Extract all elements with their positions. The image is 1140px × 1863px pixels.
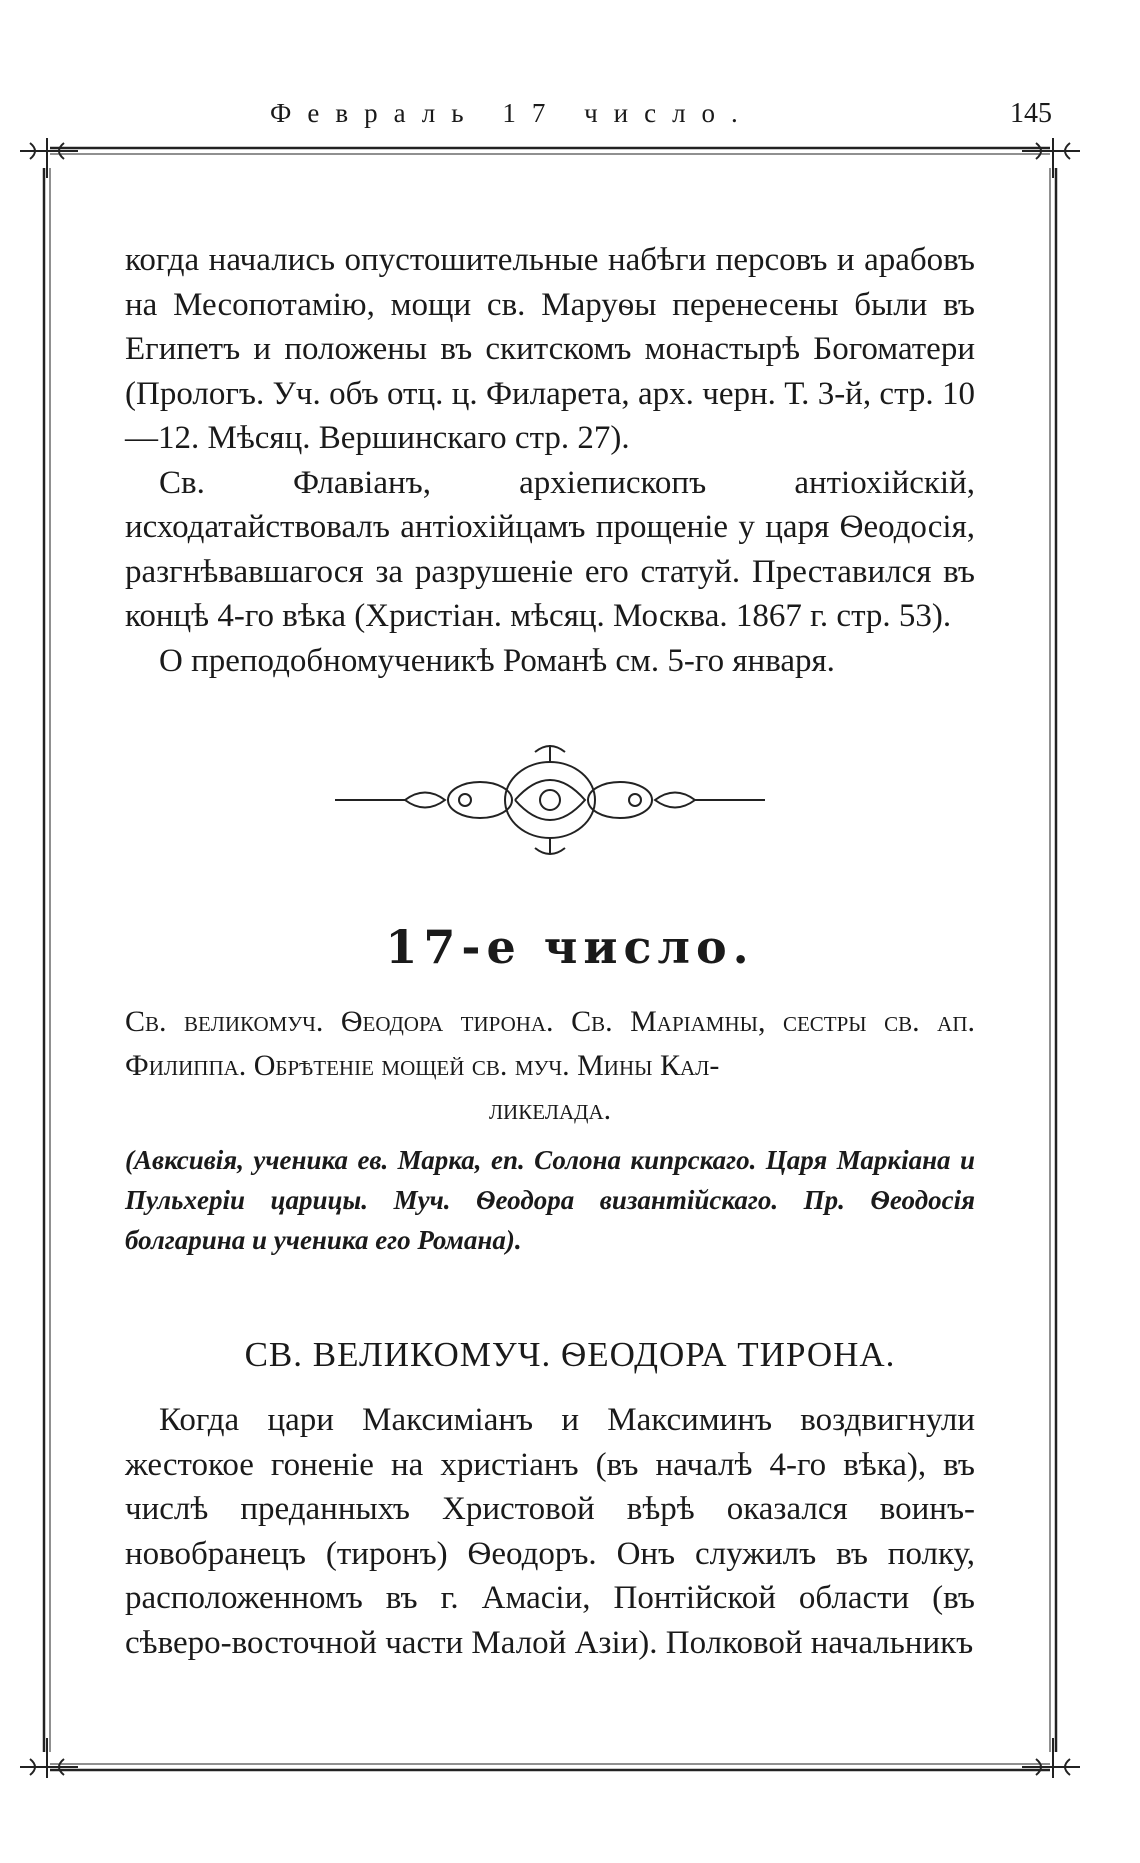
paragraph-roman-reference: О преподобномученикѣ Романѣ см. 5-го января. bbox=[159, 642, 835, 679]
decorative-ornament bbox=[335, 740, 765, 860]
page-number: 145 bbox=[1010, 98, 1052, 129]
saints-list bbox=[125, 1000, 975, 1132]
saints-list-last-line: ликелада. bbox=[488, 1093, 612, 1126]
running-head: Февраль 17 число. bbox=[270, 98, 754, 128]
story-paragraph: Когда цари Максиміанъ и Максиминъ воздвигнули жестокое гоненіе на христіанъ (въ началѣ 4-го вѣка), въ числѣ преданныхъ Христовой вѣрѣ оказался воинъ-новобранецъ (тиронъ) Ѳеодоръ. Онъ служилъ въ полку, расположенномъ въ г. Амасіи, Понтійской области (въ сѣверо-восточной части Малой Азіи). Полковой начальникъ bbox=[125, 1402, 975, 1661]
story-block bbox=[125, 1398, 975, 1665]
minor-saints-list: (Авксивія, ученика ев. Марка, еп. Солона кипрскаго. Царя Маркіана и Пульхеріи царицы. Муч. Ѳеодора византійскаго. Пр. Ѳеодосія болгарина и ученика его Романа). bbox=[125, 1145, 975, 1255]
top-text-block bbox=[125, 238, 975, 683]
paragraph-marutha-relics: когда начались опустошительные набѣги персовъ и арабовъ на Месопотамію, мощи св. Маруѳы перенесены были въ Египетъ и положены въ скитскомъ монастырѣ Богоматери (Прологъ. Уч. объ отц. ц. Филарета, арх. черн. Т. 3-й, стр. 10—12. Мѣсяц. Вершинскаго стр. 27). bbox=[125, 242, 975, 456]
page-header bbox=[0, 98, 1140, 138]
day-heading: 17-е число. bbox=[385, 920, 755, 974]
section-heading: СВ. ВЕЛИКОМУЧ. ѲЕОДОРА ТИРОНА. bbox=[244, 1335, 896, 1374]
saints-list-main: Св. великомуч. Ѳеодора тирона. Св. Маріамны, сестры св. ап. Филиппа. Обрѣтеніе мощей св. муч. Мины Кал- bbox=[125, 1005, 975, 1082]
paragraph-flavian: Св. Флавіанъ, архіепископъ антіохійскій, исходатайствовалъ антіохійцамъ прощеніе у царя Ѳеодосія, разгнѣвавшагося за разрушеніе его статуй. Преставился въ концѣ 4-го вѣка (Христіан. мѣсяц. Москва. 1867 г. стр. 53). bbox=[125, 464, 975, 634]
